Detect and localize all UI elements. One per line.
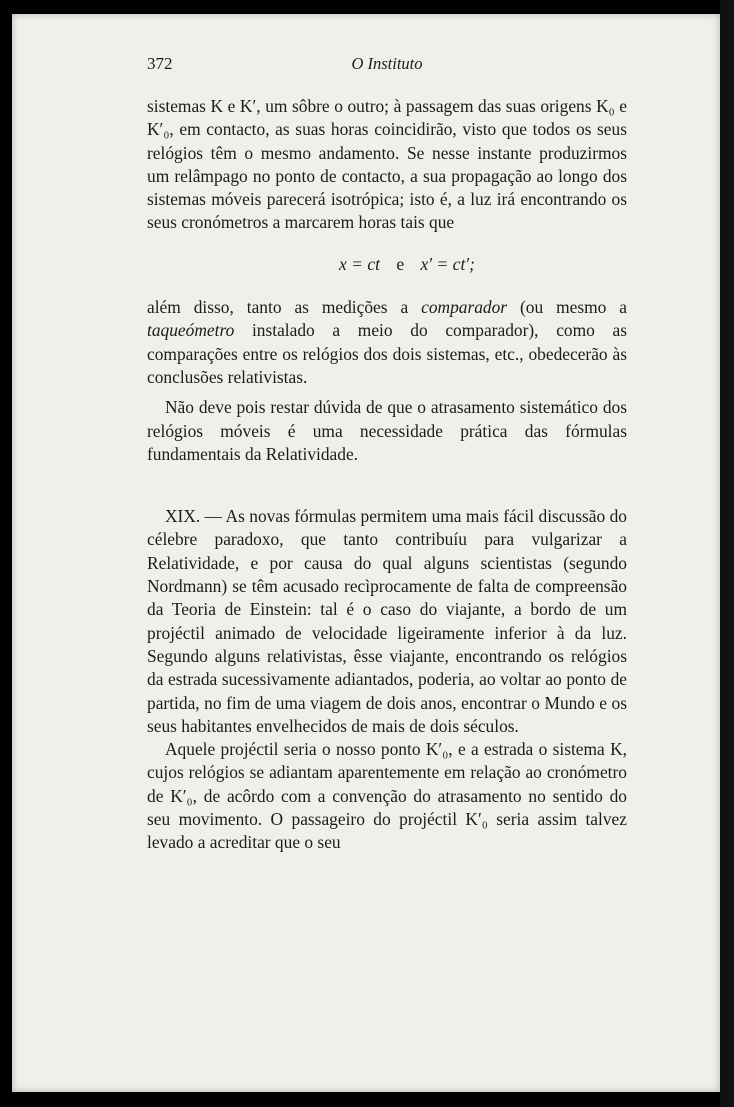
paragraph-continuation: sistemas K e K′, um sôbre o outro; à passagem das suas origens K₀ e K′₀, em contacto, as suas horas coincidirão, visto que todos os seus relógios têm o mesmo andamento. Se nesse instante produzirmos um relâmpago no ponto de contacto, a sua propagação ao longo dos sistemas móveis parecerá isotrópica; isto é, a luz irá encontrando os seus cronómetros a marcarem horas tais que — [147, 96, 627, 233]
book-page — [12, 14, 720, 1092]
term-comparador: comparador — [421, 297, 508, 318]
equation — [147, 253, 627, 276]
page-header — [147, 52, 627, 76]
paragraph-measurements — [147, 296, 627, 389]
equation-right: x′ = ct′; — [420, 253, 475, 274]
paragraph-2-text-3: instalado a meio do comparador), como as comparações entre os relógios dos dois sistemas, etc., obedecerão às conclusões relativistas. — [147, 320, 627, 387]
paragraph-conclusion: Não deve pois restar dúvida de que o atrasamento sistemático dos relógios móveis é uma necessidade prática das fórmulas fundamentais da Relatividade. — [147, 397, 627, 464]
page-content — [147, 52, 627, 855]
equation-left: x = ct — [339, 253, 380, 274]
running-title: O Instituto — [351, 54, 423, 73]
scan-edge — [720, 0, 734, 1107]
paragraph-projectile: Aquele projéctil seria o nosso ponto K′₀, e a estrada o sistema K, cujos relógios se adiantam aparentemente em relação ao cronómetro de K′₀, de acôrdo com a convenção do atrasamento no sentido do seu movimento. O passageiro do projéctil K′₀ seria assim talvez levado a acreditar que o seu — [147, 739, 627, 853]
term-taqueometro: taqueómetro — [147, 320, 235, 341]
section-xix-paragraph: XIX. — As novas fórmulas permitem uma mais fácil discussão do célebre paradoxo, que tanto contribuíu para vulgarizar a Relatividade, e por causa do qual alguns scientistas (segundo Nordmann) se têm acusado recìprocamente de falta de compreensão da Teoria de Einstein: tal é o caso do viajante, a bordo de um projéctil animado de velocidade ligeiramente inferior à da luz. Segundo alguns relativistas, êsse viajante, encontrando os relógios da estrada sucessivamente adiantados, poderia, ao voltar ao ponto de partida, no fim de uma viagem de dois anos, encontrar o Mundo e os seus habitantes envelhecidos de mais de dois séculos. — [147, 506, 627, 736]
equation-joiner: e — [396, 253, 405, 274]
page-number: 372 — [147, 54, 173, 73]
paragraph-2-text-1: além disso, tanto as medições a — [147, 297, 422, 318]
paragraph-2-text-2: (ou mesmo a — [507, 297, 627, 318]
